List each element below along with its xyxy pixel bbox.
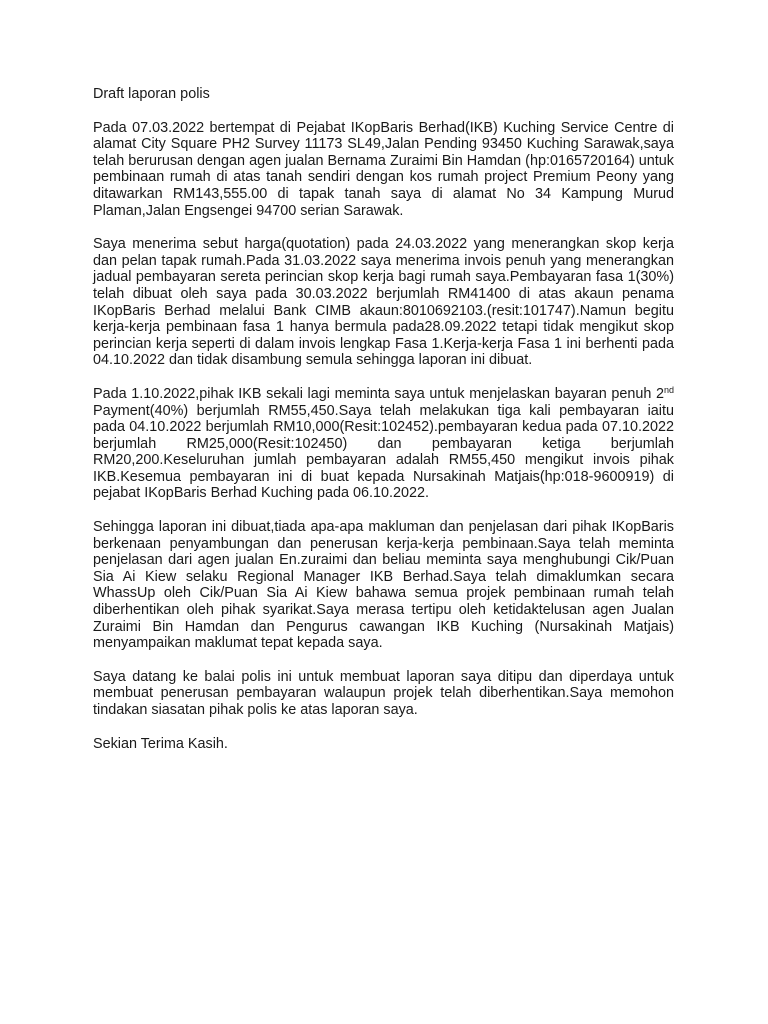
paragraph-1: Pada 07.03.2022 bertempat di Pejabat IKopBaris Berhad(IKB) Kuching Service Centre di alamat City Square PH2 Survey 11173 SL49,Jalan Pending 93450 Kuching Sarawak,saya telah berurusan dengan agen jualan Bernama Zuraimi Bin Hamdan (hp:0165720164) untuk pembinaan rumah di atas tanah sendiri dengan kos rumah project Premium Peony yang ditawarkan RM143,555.00 di tapak tanah saya di alamat No 34 Kampung Murud Plaman,Jalan Engsengei 94700 serian Sarawak. xyxy=(93,119,674,219)
paragraph-5: Saya datang ke balai polis ini untuk membuat laporan saya ditipu dan diperdaya untuk membuat penerusan pembayaran walaupun projek telah diberhentikan.Saya memohon tindakan siasatan pihak polis ke atas laporan saya. xyxy=(93,668,674,718)
paragraph-3 xyxy=(93,386,674,502)
paragraph-2: Saya menerima sebut harga(quotation) pada 24.03.2022 yang menerangkan skop kerja dan pelan tapak rumah.Pada 31.03.2022 saya menerima invois penuh yang menerangkan jadual pembayaran sereta perincian skop kerja bagi rumah saya.Pembayaran fasa 1(30%) telah dibuat oleh saya pada 30.03.2022 berjumlah RM41400 di atas akaun penama IKopBaris Berhad melalui Bank CIMB akaun:8010692103.(resit:101747).Namun begitu kerja-kerja pembinaan fasa 1 hanya bermula pada28.09.2022 tetapi tidak mengikut skop perincian kerja seperti di dalam invois lengkap Fasa 1.Kerja-kerja Fasa 1 ini berhenti pada 04.10.2022 dan tidak disambung semula sehingga laporan ini dibuat. xyxy=(93,236,674,369)
paragraph-3-text-a: Pada 1.10.2022,pihak IKB sekali lagi meminta saya untuk menjelaskan bayaran penuh 2 xyxy=(93,385,664,402)
ordinal-superscript: nd xyxy=(663,384,674,395)
document-page xyxy=(93,86,674,752)
closing-line: Sekian Terima Kasih. xyxy=(93,735,228,752)
document-title: Draft laporan polis xyxy=(93,86,210,102)
paragraph-4: Sehingga laporan ini dibuat,tiada apa-apa makluman dan penjelasan dari pihak IKopBaris berkenaan penyambungan dan penerusan kerja-kerja pembinaan.Saya telah meminta penjelasan dari agen jualan En.zuraimi dan beliau meminta saya menghubungi Cik/Puan Sia Ai Kiew selaku Regional Manager IKB Berhad.Saya telah dimaklumkan secara WhassUp oleh Cik/Puan Sia Ai Kiew bahawa semua projek pembinaan rumah telah diberhentikan oleh pihak syarikat.Saya merasa tertipu oleh ketidaktelusan agen Jualan Zuraimi Bin Hamdan dan Pengurus cawangan IKB Kuching (Nursakinah Matjais) menyampaikan maklumat tepat kepada saya. xyxy=(93,519,674,652)
paragraph-3-text-b: Payment(40%) berjumlah RM55,450.Saya telah melakukan tiga kali pembayaran iaitu pada 04.10.2022 berjumlah RM10,000(Resit:102452).pembayaran kedua pada 07.10.2022 berjumlah RM25,000(Resit:102450) dan pembayaran ketiga berjumlah RM20,200.Keseluruhan jumlah pembayaran adalah RM55,450 mengikut invois pihak IKB.Kesemua pembayaran ini di buat kepada Nursakinah Matjais(hp:018-9600919) di pejabat IKopBaris Berhad Kuching pada 06.10.2022. xyxy=(93,402,674,502)
